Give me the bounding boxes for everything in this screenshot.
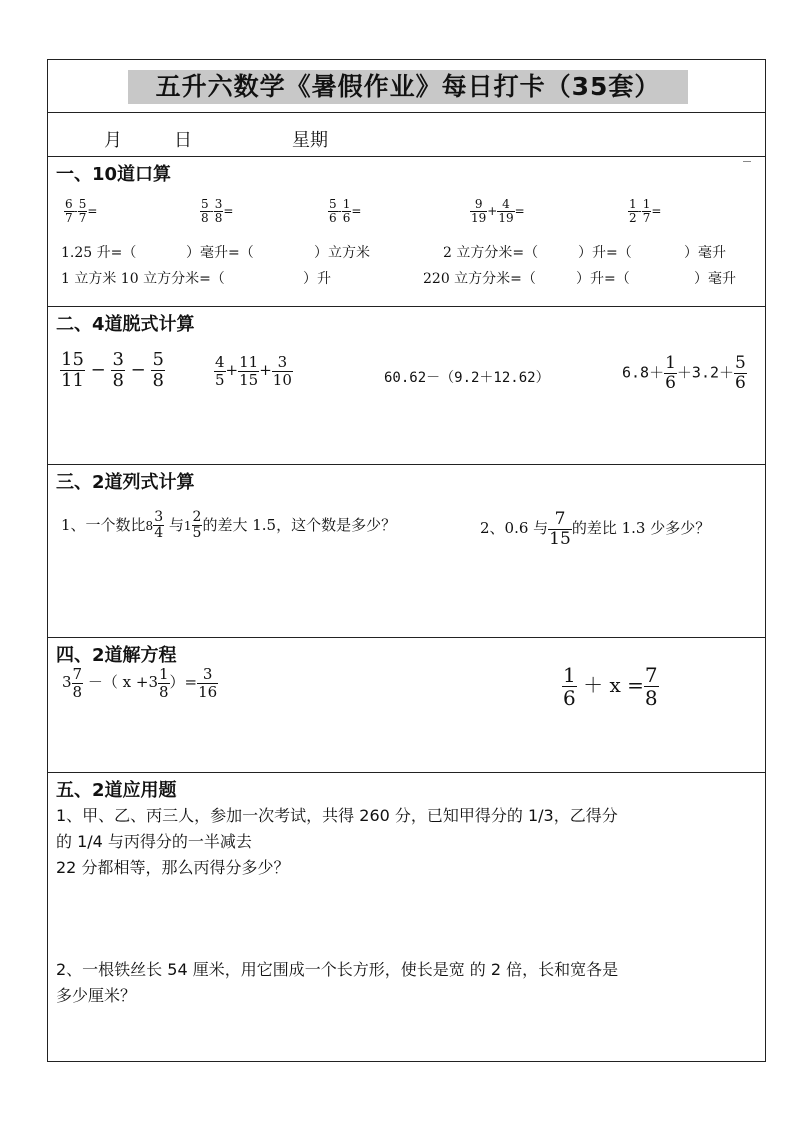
word-problem-text: 22 分都相等，那么丙得分多少？	[56, 858, 290, 877]
divider	[48, 306, 765, 307]
divider	[48, 772, 765, 773]
fraction-problem: $\frac{5}{8}$ - $\frac{3}{8}$ =	[201, 197, 234, 226]
fraction-problem: $\frac{5}{6}$ - $\frac{1}{6}$ =	[329, 197, 362, 226]
tick-mark	[743, 161, 751, 162]
month-label: 月	[104, 130, 122, 151]
word-problem-text: 2、一根铁丝长 54 厘米，用它围成一个长方形，使长是宽 的 2 倍，长和宽各是	[56, 960, 619, 979]
fraction-problem: $\frac{9}{19}$ + $\frac{4}{19}$ =	[471, 197, 525, 226]
worksheet	[47, 59, 766, 1062]
fraction-problem: $\frac{6}{7}$ - $\frac{5}{7}$ =	[65, 197, 98, 226]
day-label: 日	[174, 130, 192, 151]
section-5-heading: 五、2道应用题	[56, 780, 177, 801]
unit-conversion-text: ）升=（	[576, 271, 630, 287]
unit-conversion-text: ）升	[303, 271, 331, 287]
word-problem-text: 多少厘米？	[56, 986, 137, 1005]
equation: 3 $\frac{7}{8}$ －（ x +3 $\frac{1}{8}$ ）= $\frac{3}{16}$	[62, 665, 218, 701]
unit-conversion-text: ）升=（	[578, 245, 632, 261]
unit-conversion-text: ）毫升=（	[186, 245, 254, 261]
calc-problem: 60.62－（9.2＋12.62）	[384, 370, 550, 386]
section-1-heading: 一、10道口算	[56, 164, 172, 185]
calc-problem: 6.8＋ $\frac{1}{6}$ ＋3.2＋ $\frac{5}{6}$	[622, 353, 746, 393]
unit-conversion-text: 1 立方米 10 立方分米=（	[61, 271, 225, 287]
weekday-label: 星期	[292, 130, 328, 151]
calc-problem: $\frac{4}{5}$ + $\frac{11}{15}$ + $\frac{3}{10}$	[215, 353, 292, 389]
divider	[48, 156, 765, 157]
section-3-heading: 三、2道列式计算	[56, 472, 195, 493]
unit-conversion-text: ）立方米	[314, 245, 370, 261]
unit-conversion-text: ）毫升	[694, 271, 736, 287]
divider	[48, 464, 765, 465]
unit-conversion-text: 2 立方分米=（	[443, 245, 539, 261]
page-title: 五升六数学《暑假作业》每日打卡（35套）	[128, 70, 688, 104]
word-problem: 1、一个数比8 $\frac{3}{4}$ 与1 $\frac{2}{5}$ 的差大 1.5，这个数是多少？	[61, 509, 397, 542]
calc-problem: $\frac{15}{11}$ − $\frac{3}{8}$ − $\frac{5}{8}$	[61, 349, 164, 391]
unit-conversion-text: 220 立方分米=（	[423, 271, 536, 287]
section-2-heading: 二、4道脱式计算	[56, 314, 195, 335]
divider	[48, 637, 765, 638]
section-4-heading: 四、2道解方程	[56, 645, 177, 666]
fraction-problem: $\frac{1}{2}$ - $\frac{1}{7}$ =	[629, 197, 662, 226]
word-problem-text: 的 1/4 与丙得分的一半减去	[56, 832, 252, 851]
word-problem-text: 1、甲、乙、丙三人，参加一次考试，共得 260 分，已知甲得分的 1/3，乙得分	[56, 806, 618, 825]
equation: $\frac{1}{6}$ ＋ x = $\frac{7}{8}$	[563, 663, 658, 710]
unit-conversion-text: 1.25 升=（	[61, 245, 137, 261]
unit-conversion-text: ）毫升	[684, 245, 726, 261]
divider	[48, 112, 765, 113]
word-problem: 2、0.6 与 $\frac{7}{15}$ 的差比 1.3 少多少？	[480, 509, 711, 549]
